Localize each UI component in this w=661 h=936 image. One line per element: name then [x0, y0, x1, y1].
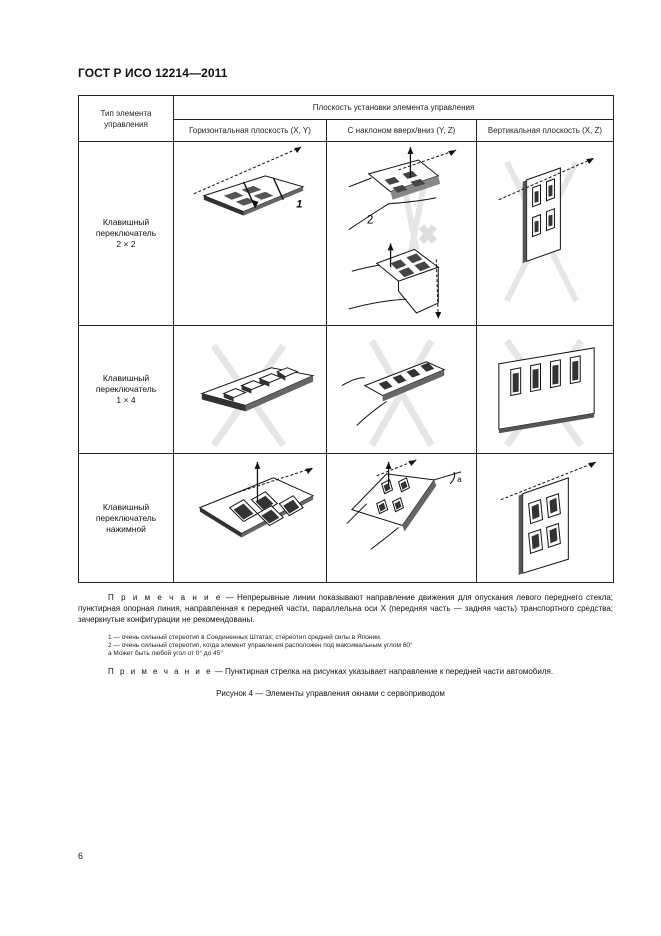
note-1 [78, 592, 613, 625]
footnote-1: 1 — очень сильный стереотип в Соединенных Штатах; стереотип средней силы в Японии. [108, 634, 382, 641]
footnote-a: а Может быть любой угол от 0° до 45° [108, 650, 223, 657]
note-1-prefix: П р и м е ч а н и е [108, 593, 223, 602]
row-label-push: Клавишный переключатель нажимной [79, 454, 174, 583]
figure-2x2-vertical [477, 142, 614, 326]
col-header-horizontal: Горизонтальная плоскость (X, Y) [174, 120, 327, 142]
figure-1x4-vertical [477, 326, 614, 454]
footnote-2: 2 — очень сильный стереотип, когда элемент управления расположен под максимальным углом 60° [108, 642, 413, 649]
figure-push-vertical [477, 454, 614, 583]
note-2 [108, 666, 643, 677]
page-number: 6 [78, 851, 84, 861]
marker-a: а [457, 474, 462, 484]
document-header: ГОСТ Р ИСО 12214—2011 [78, 66, 228, 80]
note-2-prefix: П р и м е ч а н и е [108, 667, 213, 676]
figure-push-horizontal [174, 454, 327, 583]
marker-2: 2 [366, 212, 374, 227]
figure-caption: Рисунок 4 — Элементы управления окнами с сервоприводом [216, 689, 445, 698]
col-header-tilted: С наклоном вверх/вниз (Y, Z) [327, 120, 477, 142]
figure-2x2-horizontal [174, 142, 327, 326]
row-label-1x4: Клавишный переключатель 1 × 4 [79, 326, 174, 454]
controls-table [78, 95, 614, 583]
note-1-text: — Непрерывные линии показывают направление движения для опускания левого переднего стекла; пунктирная опорная линия, направленная к передней части, параллельна оси X (передняя часть — задняя часть) транспортного средства; зачеркнутые конфигурации не рекомендованы. [78, 593, 614, 624]
figure-1x4-horizontal [174, 326, 327, 454]
row-label-2x2: Клавишный переключатель 2 × 2 [79, 142, 174, 326]
figure-2x2-tilted [327, 142, 477, 326]
figure-push-tilted [327, 454, 477, 583]
note-2-text: — Пунктирная стрелка на рисунках указывает направление к передней части автомобиля. [212, 667, 554, 676]
marker-1: 1 [296, 198, 303, 211]
figure-1x4-tilted [327, 326, 477, 454]
col-header-vertical: Вертикальная плоскость (X, Z) [477, 120, 614, 142]
type-column-header: Тип элемента управления [79, 96, 174, 142]
plane-header: Плоскость установки элемента управления [174, 96, 614, 120]
